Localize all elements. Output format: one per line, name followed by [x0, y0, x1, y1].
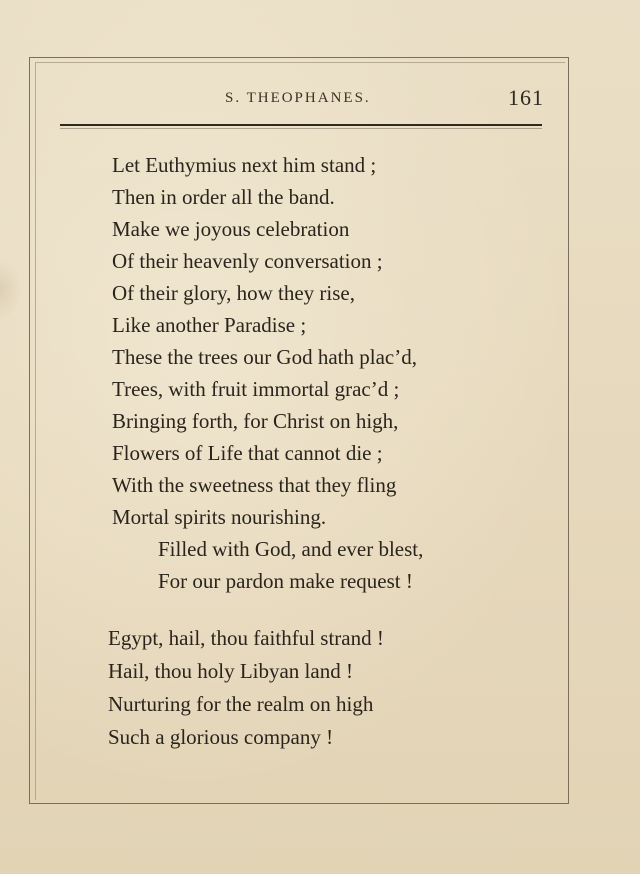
- page-stain: [0, 260, 22, 320]
- poem-line: Egypt, hail, thou faithful strand !: [108, 626, 384, 650]
- header-rule-thin: [60, 128, 542, 129]
- poem-line: Trees, with fruit immortal grac’d ;: [112, 377, 400, 401]
- poem-line: Flowers of Life that cannot die ;: [112, 441, 383, 465]
- header-rule: [60, 124, 542, 126]
- poem-line: Let Euthymius next him stand ;: [112, 153, 377, 177]
- poem-line: Make we joyous celebration: [112, 217, 350, 241]
- poem-line: Like another Paradise ;: [112, 313, 307, 337]
- running-title: S. THEOPHANES.: [225, 90, 371, 106]
- poem-line: These the trees our God hath plac’d,: [112, 345, 417, 369]
- poem-line: With the sweetness that they fling: [112, 473, 397, 497]
- refrain-line: Filled with God, and ever blest,: [158, 537, 424, 561]
- poem-line: Of their heavenly conversation ;: [112, 249, 383, 273]
- poem-line: Mortal spirits nourishing.: [112, 505, 327, 529]
- poem-line: Bringing forth, for Christ on high,: [112, 409, 399, 433]
- page-number: 161: [508, 85, 544, 110]
- refrain-line: For our pardon make request !: [158, 569, 413, 593]
- poem-line: Then in order all the band.: [112, 185, 335, 209]
- poem-line: Of their glory, how they rise,: [112, 281, 355, 305]
- poem-line: Hail, thou holy Libyan land !: [108, 659, 353, 683]
- poem-line: Such a glorious company !: [108, 725, 334, 749]
- poem-line: Nurturing for the realm on high: [108, 692, 374, 716]
